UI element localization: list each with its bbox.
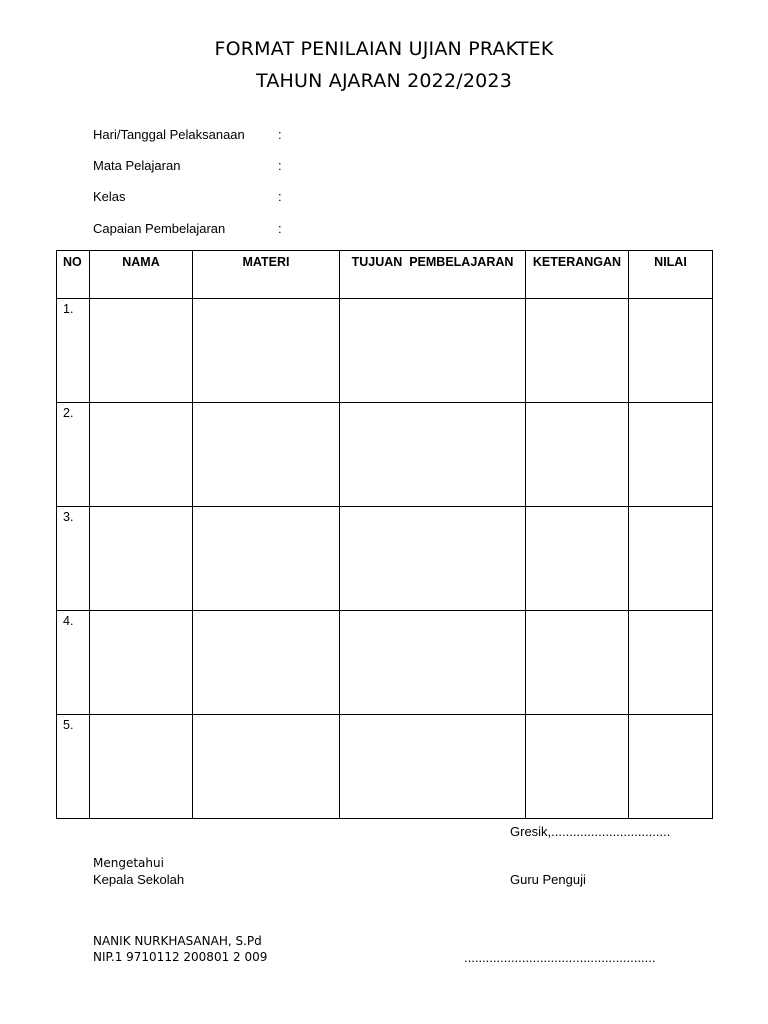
table-row	[57, 299, 713, 403]
header-no: NO	[57, 251, 90, 299]
cell-materi[interactable]	[193, 715, 340, 819]
table-header-row	[57, 251, 713, 299]
cell-tujuan[interactable]	[340, 507, 526, 611]
examiner-title: Guru Penguji	[510, 872, 586, 887]
place-date-line: Gresik,.................................	[510, 824, 671, 839]
cell-keterangan[interactable]	[526, 715, 629, 819]
cell-nama[interactable]	[90, 403, 193, 507]
known-by-label: Mengetahui	[93, 856, 164, 870]
academic-year-title: TAHUN AJARAN 2022/2023	[255, 70, 513, 92]
cell-materi[interactable]	[193, 403, 340, 507]
field-label-class: Kelas	[93, 189, 126, 204]
table-row	[57, 403, 713, 507]
header-materi: MATERI	[193, 251, 340, 299]
cell-materi[interactable]	[193, 611, 340, 715]
cell-nilai[interactable]	[629, 403, 713, 507]
row-number: 4.	[57, 611, 90, 715]
header-nama: NAMA	[90, 251, 193, 299]
header-keterangan: KETERANGAN	[526, 251, 629, 299]
cell-materi[interactable]	[193, 299, 340, 403]
field-label-subject: Mata Pelajaran	[93, 158, 181, 173]
table-row	[57, 611, 713, 715]
cell-nama[interactable]	[90, 611, 193, 715]
header-nilai: NILAI	[629, 251, 713, 299]
header-tujuan-pembelajaran: TUJUAN PEMBELAJARAN	[340, 251, 526, 299]
principal-title: Kepala Sekolah	[93, 872, 185, 887]
row-number: 3.	[57, 507, 90, 611]
table-row	[57, 507, 713, 611]
cell-keterangan[interactable]	[526, 611, 629, 715]
field-colon-class: :	[278, 189, 282, 204]
row-number: 5.	[57, 715, 90, 819]
cell-tujuan[interactable]	[340, 299, 526, 403]
cell-materi[interactable]	[193, 507, 340, 611]
assessment-table	[56, 250, 713, 819]
cell-keterangan[interactable]	[526, 403, 629, 507]
field-colon-learning-outcome: :	[278, 221, 282, 236]
cell-keterangan[interactable]	[526, 507, 629, 611]
cell-nama[interactable]	[90, 715, 193, 819]
row-number: 2.	[57, 403, 90, 507]
principal-name: NANIK NURKHASANAH, S.Pd	[93, 934, 262, 948]
field-colon-date: :	[278, 127, 282, 142]
examiner-signature-blank: .....................................................	[464, 950, 656, 965]
cell-nama[interactable]	[90, 299, 193, 403]
principal-nip: NIP.1 9710112 200801 2 009	[93, 950, 268, 964]
cell-nilai[interactable]	[629, 715, 713, 819]
cell-nilai[interactable]	[629, 507, 713, 611]
cell-tujuan[interactable]	[340, 403, 526, 507]
cell-nilai[interactable]	[629, 299, 713, 403]
field-label-learning-outcome: Capaian Pembelajaran	[93, 221, 226, 236]
cell-tujuan[interactable]	[340, 715, 526, 819]
field-colon-subject: :	[278, 158, 282, 173]
cell-tujuan[interactable]	[340, 611, 526, 715]
cell-nilai[interactable]	[629, 611, 713, 715]
field-label-date: Hari/Tanggal Pelaksanaan	[93, 127, 245, 142]
row-number: 1.	[57, 299, 90, 403]
cell-nama[interactable]	[90, 507, 193, 611]
cell-keterangan[interactable]	[526, 299, 629, 403]
table-row	[57, 715, 713, 819]
form-title: FORMAT PENILAIAN UJIAN PRAKTEK	[214, 38, 554, 60]
